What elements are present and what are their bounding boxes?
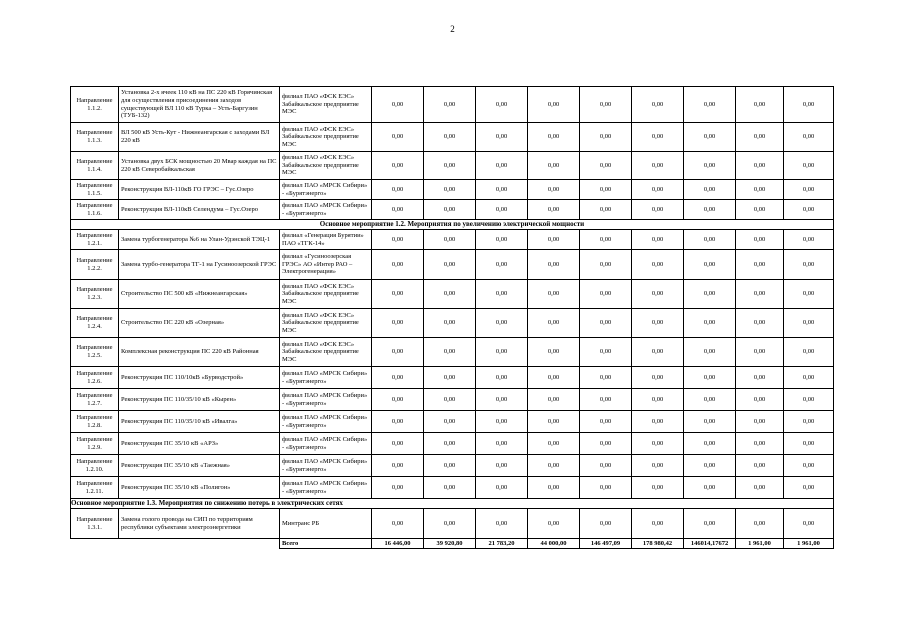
event-cell: Строительство ПС 220 кВ «Озерная» [119,309,280,338]
total-value-cell: 16 446,00 [372,539,424,549]
value-cell: 0,00 [580,230,632,250]
value-cell: 0,00 [784,180,834,200]
value-cell: 0,00 [528,309,580,338]
value-cell: 0,00 [528,433,580,455]
value-cell: 0,00 [784,433,834,455]
event-cell: Реконструкция ПС 110/10кВ «Бурводстрой» [119,367,280,389]
value-cell: 0,00 [528,230,580,250]
value-cell: 0,00 [580,367,632,389]
value-cell: 0,00 [424,250,476,280]
value-cell: 0,00 [580,200,632,220]
table-row [71,309,834,338]
table-row [71,123,834,152]
organization-cell: филиал ПАО «ФСК ЕЭС» Забайкальское предприятие МЭС [280,87,372,123]
value-cell: 0,00 [528,152,580,180]
table-row [71,338,834,367]
value-cell: 0,00 [580,250,632,280]
organization-cell: филиал ПАО «МРСК Сибири» - «Бурятэнерго» [280,477,372,499]
table-row [71,250,834,280]
value-cell: 0,00 [632,338,684,367]
value-cell: 0,00 [372,180,424,200]
value-cell: 0,00 [784,338,834,367]
value-cell: 0,00 [424,230,476,250]
table-row [71,455,834,477]
value-cell: 0,00 [528,367,580,389]
table-row [71,152,834,180]
section-row [71,499,834,509]
value-cell: 0,00 [424,389,476,411]
value-cell: 0,00 [424,180,476,200]
value-cell: 0,00 [684,87,736,123]
value-cell: 0,00 [528,280,580,309]
direction-cell: Направление 1.2.3. [71,280,119,309]
event-cell: Реконструкция ВЛ-110кВ ГО ГРЭС – Гус.Озеро [119,180,280,200]
total-value-cell: 146014,17672 [684,539,736,549]
table-body [71,87,834,549]
value-cell: 0,00 [424,509,476,539]
value-cell: 0,00 [736,180,784,200]
value-cell: 0,00 [736,230,784,250]
value-cell: 0,00 [424,455,476,477]
value-cell: 0,00 [528,455,580,477]
value-cell: 0,00 [424,309,476,338]
organization-cell: филиал ПАО «МРСК Сибири» - «Бурятэнерго» [280,200,372,220]
value-cell: 0,00 [372,367,424,389]
budget-table [70,86,834,549]
organization-cell: филиал ПАО «МРСК Сибири» - «Бурятэнерго» [280,411,372,433]
value-cell: 0,00 [528,338,580,367]
value-cell: 0,00 [580,123,632,152]
value-cell: 0,00 [372,509,424,539]
value-cell: 0,00 [580,338,632,367]
value-cell: 0,00 [736,509,784,539]
value-cell: 0,00 [580,180,632,200]
event-cell: Комплексная реконструкция ПС 220 кВ Районная [119,338,280,367]
value-cell: 0,00 [632,87,684,123]
organization-cell: филиал ПАО «МРСК Сибири» - «Бурятэнерго» [280,433,372,455]
value-cell: 0,00 [784,250,834,280]
value-cell: 0,00 [424,367,476,389]
value-cell: 0,00 [372,230,424,250]
section-row [71,220,834,230]
value-cell: 0,00 [736,123,784,152]
value-cell: 0,00 [424,433,476,455]
value-cell: 0,00 [632,230,684,250]
direction-cell: Направление 1.2.7. [71,389,119,411]
organization-cell: филиал «Гусиноозерская ГРЭС» АО «Интер РАО – Электрогенерация» [280,250,372,280]
total-blank-cell [71,539,280,549]
organization-cell: Минтранс РБ [280,509,372,539]
value-cell: 0,00 [424,411,476,433]
event-cell: Установка двух БСК мощностью 20 Мвар каждая на ПС 220 кВ Северобайкальская [119,152,280,180]
value-cell: 0,00 [528,389,580,411]
value-cell: 0,00 [424,123,476,152]
table-row [71,509,834,539]
value-cell: 0,00 [632,455,684,477]
value-cell: 0,00 [632,180,684,200]
value-cell: 0,00 [580,309,632,338]
value-cell: 0,00 [736,152,784,180]
value-cell: 0,00 [528,200,580,220]
value-cell: 0,00 [784,389,834,411]
value-cell: 0,00 [476,411,528,433]
value-cell: 0,00 [632,411,684,433]
value-cell: 0,00 [372,477,424,499]
value-cell: 0,00 [632,280,684,309]
value-cell: 0,00 [528,509,580,539]
value-cell: 0,00 [784,230,834,250]
value-cell: 0,00 [684,200,736,220]
direction-cell: Направление 1.1.3. [71,123,119,152]
value-cell: 0,00 [632,152,684,180]
value-cell: 0,00 [784,455,834,477]
direction-cell: Направление 1.1.2. [71,87,119,123]
value-cell: 0,00 [736,367,784,389]
organization-cell: филиал ПАО «ФСК ЕЭС» Забайкальское предприятие МЭС [280,123,372,152]
value-cell: 0,00 [784,152,834,180]
value-cell: 0,00 [476,280,528,309]
value-cell: 0,00 [736,250,784,280]
value-cell: 0,00 [684,230,736,250]
value-cell: 0,00 [372,433,424,455]
value-cell: 0,00 [684,433,736,455]
value-cell: 0,00 [736,280,784,309]
value-cell: 0,00 [736,87,784,123]
value-cell: 0,00 [372,411,424,433]
value-cell: 0,00 [372,338,424,367]
value-cell: 0,00 [528,87,580,123]
event-cell: Реконструкция ПС 35/10 кВ «АРЗ» [119,433,280,455]
value-cell: 0,00 [736,389,784,411]
organization-cell: филиал ПАО «МРСК Сибири» - «Бурятэнерго» [280,367,372,389]
value-cell: 0,00 [580,477,632,499]
table-row [71,389,834,411]
table-row [71,200,834,220]
direction-cell: Направление 1.1.6. [71,200,119,220]
table-row [71,87,834,123]
value-cell: 0,00 [784,309,834,338]
value-cell: 0,00 [372,250,424,280]
section-title: Основное мероприятие 1.3. Мероприятия по снижению потерь в электрических сетях [71,499,834,509]
event-cell: Реконструкция ПС 35/10 кВ «Таежная» [119,455,280,477]
value-cell: 0,00 [476,250,528,280]
value-cell: 0,00 [684,309,736,338]
value-cell: 0,00 [684,123,736,152]
value-cell: 0,00 [736,411,784,433]
direction-cell: Направление 1.2.11. [71,477,119,499]
value-cell: 0,00 [372,280,424,309]
value-cell: 0,00 [528,250,580,280]
value-cell: 0,00 [632,389,684,411]
value-cell: 0,00 [476,477,528,499]
direction-cell: Направление 1.1.5. [71,180,119,200]
value-cell: 0,00 [784,87,834,123]
organization-cell: филиал ПАО «МРСК Сибири» - «Бурятэнерго» [280,455,372,477]
value-cell: 0,00 [580,433,632,455]
value-cell: 0,00 [684,455,736,477]
event-cell: Реконструкция ПС 110/35/10 кВ «Кырен» [119,389,280,411]
value-cell: 0,00 [684,509,736,539]
value-cell: 0,00 [372,455,424,477]
direction-cell: Направление 1.1.4. [71,152,119,180]
value-cell: 0,00 [528,180,580,200]
direction-cell: Направление 1.3.1. [71,509,119,539]
table-row [71,411,834,433]
value-cell: 0,00 [372,123,424,152]
direction-cell: Направление 1.2.9. [71,433,119,455]
value-cell: 0,00 [580,411,632,433]
total-value-cell: 178 980,42 [632,539,684,549]
value-cell: 0,00 [476,338,528,367]
value-cell: 0,00 [580,389,632,411]
event-cell: Замена турбогенератора №6 на Улан-Удэнской ТЭЦ-1 [119,230,280,250]
direction-cell: Направление 1.2.4. [71,309,119,338]
value-cell: 0,00 [632,433,684,455]
value-cell: 0,00 [424,152,476,180]
value-cell: 0,00 [476,309,528,338]
event-cell: Замена турбо-генератора ТГ-1 на Гусиноозерской ГРЭС [119,250,280,280]
value-cell: 0,00 [424,200,476,220]
value-cell: 0,00 [736,477,784,499]
value-cell: 0,00 [736,309,784,338]
value-cell: 0,00 [684,477,736,499]
value-cell: 0,00 [372,87,424,123]
total-label: Всего [280,539,372,549]
event-cell: Реконструкция ВЛ-110кВ Селендума – Гус.Озеро [119,200,280,220]
value-cell: 0,00 [476,433,528,455]
value-cell: 0,00 [476,367,528,389]
section-title: Основное мероприятие 1.2. Мероприятия по увеличению электрической мощности [71,220,834,230]
value-cell: 0,00 [736,455,784,477]
event-cell: Реконструкция ПС 35/10 кВ «Полигон» [119,477,280,499]
value-cell: 0,00 [528,477,580,499]
value-cell: 0,00 [684,152,736,180]
value-cell: 0,00 [632,309,684,338]
table-row [71,180,834,200]
value-cell: 0,00 [424,338,476,367]
value-cell: 0,00 [632,200,684,220]
direction-cell: Направление 1.2.5. [71,338,119,367]
total-value-cell: 1 961,00 [736,539,784,549]
table-row [71,230,834,250]
value-cell: 0,00 [632,123,684,152]
event-cell: Реконструкция ПС 110/35/10 кВ «Ивалга» [119,411,280,433]
event-cell: Замена голого провода на СИП по территориям республики субъектами электроэнергетики [119,509,280,539]
direction-cell: Направление 1.2.8. [71,411,119,433]
organization-cell: филиал ПАО «ФСК ЕЭС» Забайкальское предприятие МЭС [280,280,372,309]
value-cell: 0,00 [580,280,632,309]
table-row [71,477,834,499]
value-cell: 0,00 [372,152,424,180]
value-cell: 0,00 [784,200,834,220]
value-cell: 0,00 [784,509,834,539]
table-row [71,367,834,389]
value-cell: 0,00 [528,411,580,433]
value-cell: 0,00 [424,280,476,309]
organization-cell: филиал ПАО «ФСК ЕЭС» Забайкальское предприятие МЭС [280,309,372,338]
value-cell: 0,00 [684,280,736,309]
event-cell: ВЛ 500 кВ Усть-Кут - Нижнеангарская с заходами ВЛ 220 кВ [119,123,280,152]
value-cell: 0,00 [736,338,784,367]
value-cell: 0,00 [424,477,476,499]
value-cell: 0,00 [476,180,528,200]
total-value-cell: 44 000,00 [528,539,580,549]
value-cell: 0,00 [580,509,632,539]
value-cell: 0,00 [580,455,632,477]
page-number: 2 [450,24,455,34]
value-cell: 0,00 [784,123,834,152]
organization-cell: филиал ПАО «ФСК ЕЭС» Забайкальское предприятие МЭС [280,338,372,367]
direction-cell: Направление 1.2.10. [71,455,119,477]
value-cell: 0,00 [476,509,528,539]
organization-cell: филиал ПАО «МРСК Сибири» - «Бурятэнерго» [280,389,372,411]
value-cell: 0,00 [528,123,580,152]
direction-cell: Направление 1.2.1. [71,230,119,250]
value-cell: 0,00 [736,433,784,455]
value-cell: 0,00 [580,152,632,180]
event-cell: Установка 2-х ячеек 110 кВ на ПС 220 кВ Горячинская для осуществления присоединения заходов существующей ВЛ 110 кВ Турка – Усть-Баргузин (ТУБ-132) [119,87,280,123]
direction-cell: Направление 1.2.2. [71,250,119,280]
value-cell: 0,00 [632,477,684,499]
direction-cell: Направление 1.2.6. [71,367,119,389]
value-cell: 0,00 [784,477,834,499]
value-cell: 0,00 [476,123,528,152]
total-value-cell: 146 497,09 [580,539,632,549]
value-cell: 0,00 [684,389,736,411]
value-cell: 0,00 [632,250,684,280]
value-cell: 0,00 [372,309,424,338]
value-cell: 0,00 [736,200,784,220]
total-value-cell: 1 961,00 [784,539,834,549]
table-row [71,433,834,455]
value-cell: 0,00 [476,389,528,411]
value-cell: 0,00 [684,250,736,280]
value-cell: 0,00 [684,367,736,389]
value-cell: 0,00 [372,200,424,220]
value-cell: 0,00 [684,180,736,200]
value-cell: 0,00 [632,367,684,389]
organization-cell: филиал ПАО «МРСК Сибири» - «Бурятэнерго» [280,180,372,200]
event-cell: Строительство ПС 500 кВ «Нижнеангарская» [119,280,280,309]
organization-cell: филиал «Генерация Бурятии» ПАО «ТГК-14» [280,230,372,250]
value-cell: 0,00 [372,389,424,411]
value-cell: 0,00 [476,87,528,123]
total-row [71,539,834,549]
value-cell: 0,00 [784,367,834,389]
value-cell: 0,00 [632,509,684,539]
value-cell: 0,00 [476,230,528,250]
table-row [71,280,834,309]
total-value-cell: 39 920,80 [424,539,476,549]
organization-cell: филиал ПАО «ФСК ЕЭС» Забайкальское предприятие МЭС [280,152,372,180]
value-cell: 0,00 [684,338,736,367]
value-cell: 0,00 [684,411,736,433]
value-cell: 0,00 [476,200,528,220]
value-cell: 0,00 [476,152,528,180]
value-cell: 0,00 [784,411,834,433]
value-cell: 0,00 [424,87,476,123]
value-cell: 0,00 [784,280,834,309]
value-cell: 0,00 [476,455,528,477]
value-cell: 0,00 [580,87,632,123]
total-value-cell: 21 783,20 [476,539,528,549]
